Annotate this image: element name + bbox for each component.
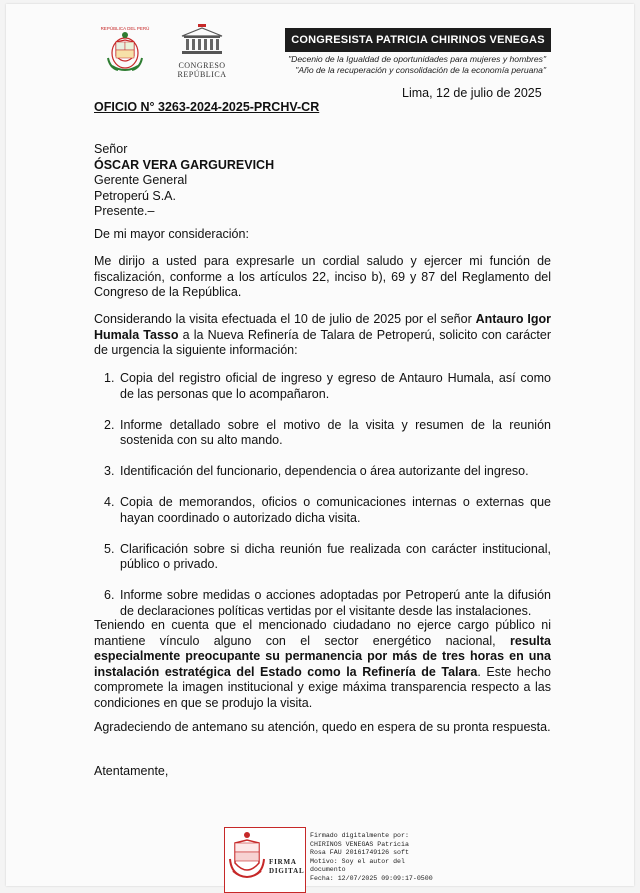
greeting: De mi mayor consideración: (94, 227, 249, 241)
request-number: 3. (104, 464, 115, 478)
recipient-role: Gerente General (94, 173, 188, 187)
request-text: Identificación del funcionario, dependencia o área autorizante del ingreso. (120, 464, 529, 478)
congresista-banner: CONGRESISTA PATRICIA CHIRINOS VENEGAS (285, 28, 551, 52)
motto-line-1: "Decenio de la Igualdad de oportunidades para mujeres y hombres" (288, 54, 546, 64)
visitor-name: Antauro Igor Humala Tasso (94, 312, 551, 342)
congreso-building-icon (174, 24, 230, 56)
intro-paragraph: Me dirijo a usted para expresarle un cordial saludo y ejercer mi función de fiscalización, conforme a los artículos 22, inciso b), 69 y 87 del Reglamento del Congreso de la República. (94, 254, 551, 299)
recipient-company: Petroperú S.A. (94, 188, 176, 203)
request-item (94, 542, 551, 573)
presente-label: Presente.– (94, 204, 155, 218)
request-list (94, 371, 551, 635)
request-text: Informe sobre medidas o acciones adoptadas por Petroperú ante la difusión de declaraciones políticas vertidas por el visitante desde las instalaciones. (120, 588, 551, 618)
recipient-name: ÓSCAR VERA GARGUREVICH (94, 157, 275, 172)
context-text-2: a la Nueva Refinería de Talara de Petroperú, solicito con carácter de urgencia la siguiente información: (94, 327, 552, 357)
oficio-reference: OFICIO N° 3263-2024-2025-PRCHV-CR (94, 100, 320, 114)
congreso-label-2: REPÚBLICA (177, 70, 227, 79)
closing-paragraph: Agradeciendo de antemano su atención, quedo en espera de su pronta respuesta. (94, 720, 551, 734)
congreso-logo (174, 24, 230, 79)
digital-signature-details: Firmado digitalmente por: CHIRINOS VENEGAS Patricia Rosa FAU 20161749126 soft Motivo: Soy el autor del documento Fecha: 12/07/2025 09:09:17-0500 (310, 832, 433, 882)
letter-page (6, 4, 634, 886)
request-text: Copia del registro oficial de ingreso y egreso de Antauro Humala, así como de las personas que lo acompañaron. (120, 371, 551, 401)
congreso-label-1: CONGRESO (178, 61, 226, 70)
request-item (94, 418, 551, 449)
request-item (94, 371, 551, 402)
concern-highlight: resulta especialmente preocupante su permanencia por más de tres horas en una instalación estratégica del Estado como la Refinería de Talara (94, 633, 551, 679)
request-text: Copia de memorandos, oficios o comunicaciones internas o externas que hayan coordinado o autorizado dicha visita. (120, 495, 551, 525)
request-item (94, 464, 551, 480)
context-paragraph (94, 312, 551, 359)
concern-text-1: Teniendo en cuenta que el mencionado ciudadano no ejerce cargo público ni mantiene vínculo alguno con el sector energético nacional, (94, 618, 551, 648)
request-number: 5. (104, 541, 115, 556)
context-text-1: Considerando la visita efectuada el 10 de julio de 2025 por el señor (94, 312, 476, 326)
request-item (94, 495, 551, 526)
letter-date: Lima, 12 de julio de 2025 (402, 86, 542, 100)
salutation-title: Señor (94, 142, 128, 156)
firma-digital-stamp (224, 827, 306, 893)
peru-shield-icon (227, 829, 267, 891)
request-number: 1. (104, 371, 115, 385)
request-number: 6. (104, 588, 115, 602)
concern-paragraph (94, 618, 551, 711)
request-text: Informe detallado sobre el motivo de la visita y resumen de la reunión sostenida con su alto mando. (120, 417, 551, 447)
motto-line-2: "Año de la recuperación y consolidación de la economía peruana" (295, 65, 546, 75)
firma-label-2: DIGITAL (269, 867, 305, 875)
firma-digital-label (269, 858, 304, 876)
recipient-block (94, 142, 274, 220)
request-item (94, 588, 551, 619)
svg-text:REPÚBLICA DEL PERÚ: REPÚBLICA DEL PERÚ (100, 26, 150, 31)
request-number: 2. (104, 417, 115, 432)
peru-coat-of-arms-icon (94, 22, 156, 78)
concern-text-2: . Este hecho compromete la imagen institucional y exige máxima transparencia respecto a las condiciones en que se produjo la visita. (94, 664, 551, 710)
signoff: Atentamente, (94, 764, 169, 778)
request-number: 4. (104, 495, 115, 509)
request-text: Clarificación sobre si dicha reunión fue realizada con carácter institucional, público o privado. (120, 541, 551, 571)
firma-label-1: FIRMA (269, 858, 297, 866)
